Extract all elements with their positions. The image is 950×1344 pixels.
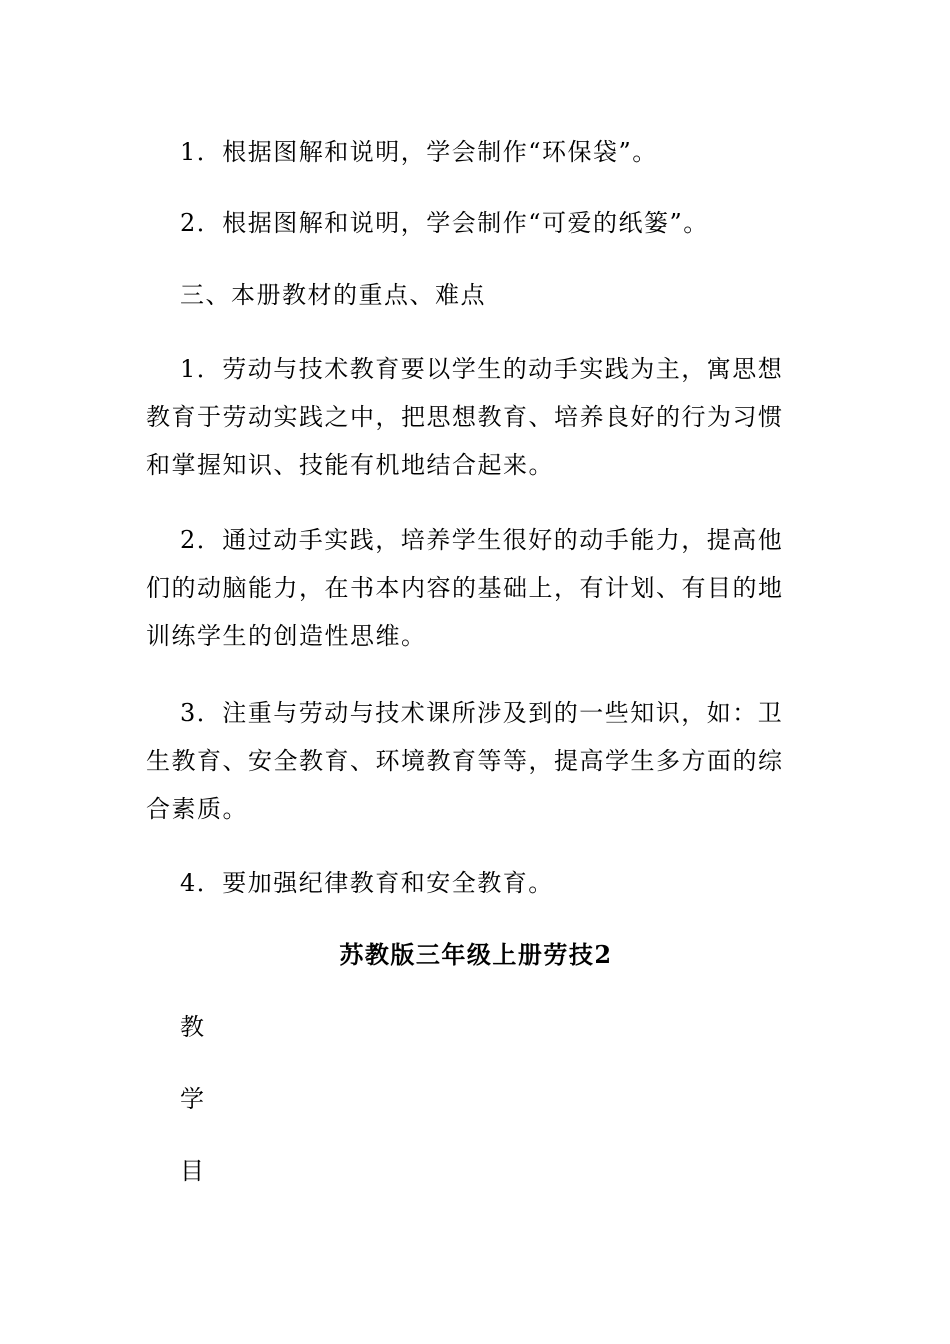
section-heading-key-points: 三、本册教材的重点、难点 <box>180 281 486 309</box>
paragraph-goal-2: 2．根据图解和说明，学会制作“可爱的纸篓”。 <box>180 209 709 237</box>
vertical-heading-char-2: 学 <box>180 1085 204 1113</box>
paragraph-key-point-3: 3．注重与劳动与技术课所涉及到的一些知识，如：卫生教育、安全教育、环境教育等等，提高学生多方面的综合素质。 <box>146 699 784 823</box>
paragraph-key-point-4: 4．要加强纪律教育和安全教育。 <box>180 869 554 897</box>
section-title: 苏教版三年级上册劳技2 <box>339 940 613 969</box>
paragraph-goal-1: 1．根据图解和说明，学会制作“环保袋”。 <box>180 138 658 166</box>
paragraph-key-point-1: 1．劳动与技术教育要以学生的动手实践为主，寓思想教育于劳动实践之中，把思想教育、培养良好的行为习惯和掌握知识、技能有机地结合起来。 <box>146 355 784 479</box>
vertical-heading-char-1: 教 <box>180 1013 204 1041</box>
vertical-heading-char-3: 目 <box>180 1157 204 1185</box>
paragraph-key-point-2: 2．通过动手实践，培养学生很好的动手能力，提高他们的动脑能力，在书本内容的基础上，有计划、有目的地训练学生的创造性思维。 <box>146 526 784 650</box>
